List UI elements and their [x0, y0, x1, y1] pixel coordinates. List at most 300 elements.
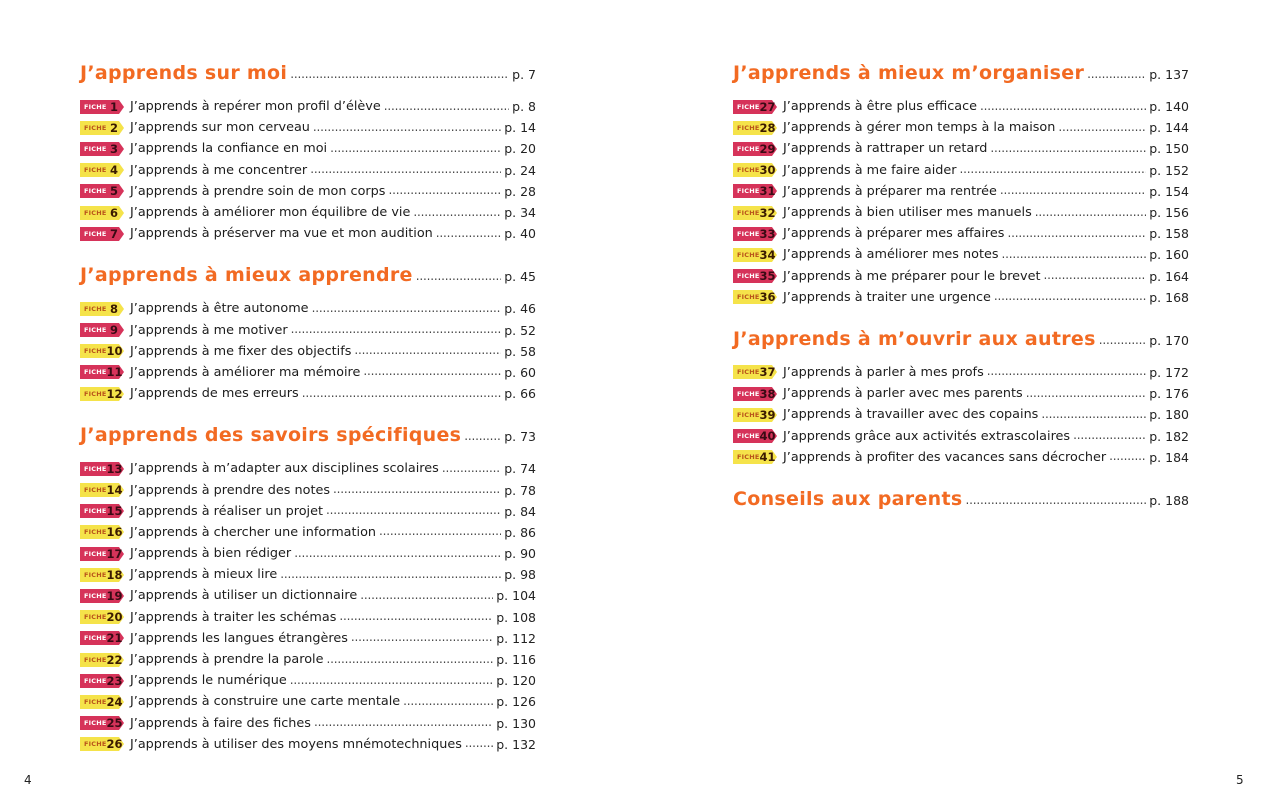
section-title: J’apprends à mieux m’organiser: [733, 62, 1085, 84]
fiche-page: p. 120: [496, 673, 536, 689]
fiche-number: 18: [106, 567, 123, 582]
fiche-tag: [733, 269, 777, 283]
fiche-title: J’apprends à chercher une information: [130, 524, 377, 540]
fiche-page: p. 84: [504, 503, 536, 519]
fiche-number: 13: [106, 461, 123, 476]
fiche-page: p. 168: [1149, 289, 1189, 305]
toc-entry-fiche-35[interactable]: [733, 266, 1189, 287]
fiche-word: FICHE: [84, 613, 107, 622]
toc-entry-fiche-23[interactable]: [80, 670, 536, 691]
fiche-tag: [733, 227, 777, 241]
fiche-word: FICHE: [84, 166, 107, 175]
fiche-page: p. 144: [1149, 120, 1189, 136]
dot-leader: [363, 364, 501, 378]
fiche-page: p. 116: [496, 652, 536, 668]
dot-leader: [1087, 67, 1146, 81]
fiche-tag: [80, 483, 124, 497]
fiche-tag: [80, 568, 124, 582]
fiche-title: J’apprends à prendre des notes: [130, 482, 331, 498]
fiche-tag: [80, 142, 124, 156]
fiche-page: p. 40: [504, 226, 536, 242]
fiche-tag: [80, 365, 124, 379]
fiche-number: 15: [106, 504, 123, 519]
dot-leader: [291, 322, 502, 336]
fiche-tag: [80, 589, 124, 603]
fiche-word: FICHE: [84, 697, 107, 706]
section-page: p. 137: [1149, 67, 1189, 82]
fiche-title: J’apprends à me faire aider: [783, 162, 957, 178]
fiche-title: J’apprends à me préparer pour le brevet: [783, 268, 1041, 284]
fiche-title: J’apprends à bien rédiger: [130, 546, 292, 562]
fiche-title: J’apprends à préserver ma vue et mon audition: [130, 226, 433, 242]
fiche-page: p. 8: [512, 99, 536, 115]
fiche-title: J’apprends à préparer mes affaires: [783, 226, 1005, 242]
toc-entry-fiche-28[interactable]: [733, 117, 1189, 138]
section-heading[interactable]: [733, 62, 1189, 92]
toc-entry-fiche-25[interactable]: [80, 713, 536, 734]
fiche-title: J’apprends à préparer ma rentrée: [783, 183, 997, 199]
toc-entry-fiche-18[interactable]: [80, 564, 536, 585]
fiche-word: FICHE: [84, 187, 107, 196]
dot-leader: [388, 183, 501, 197]
dot-leader: [1109, 449, 1146, 463]
dot-leader: [310, 162, 501, 176]
dot-leader: [1007, 226, 1146, 240]
fiche-word: FICHE: [84, 676, 107, 685]
dot-leader: [1035, 205, 1146, 219]
section-page: p. 45: [504, 269, 536, 285]
fiche-number: 37: [759, 365, 776, 380]
toc-section-j-apprends-sur-moi: [80, 62, 536, 244]
fiche-tag: [80, 184, 124, 198]
fiche-word: FICHE: [84, 144, 107, 153]
fiche-title: J’apprends le numérique: [130, 673, 287, 689]
dot-leader: [1073, 428, 1146, 442]
fiche-tag: [733, 290, 777, 304]
toc-entry-fiche-24[interactable]: [80, 691, 536, 712]
section-title: J’apprends à m’ouvrir aux autres: [733, 327, 1096, 350]
fiche-title: J’apprends à être autonome: [130, 301, 309, 317]
fiche-number: 21: [106, 631, 123, 646]
toc-entry-fiche-9[interactable]: [80, 320, 536, 341]
fiche-title: J’apprends à traiter une urgence: [783, 289, 991, 305]
toc-right-column: [733, 62, 1189, 522]
fiche-tag: [80, 323, 124, 337]
fiche-title: J’apprends la confiance en moi: [130, 141, 328, 157]
fiche-number: 38: [759, 386, 776, 401]
fiche-tag: [80, 504, 124, 518]
fiche-number: 3: [109, 141, 118, 156]
fiche-title: J’apprends à prendre la parole: [130, 652, 324, 668]
dot-leader: [294, 546, 501, 560]
fiche-page: p. 86: [504, 524, 536, 540]
fiche-title: J’apprends à me motiver: [130, 322, 288, 338]
section-heading[interactable]: [80, 62, 536, 92]
dot-leader: [354, 343, 501, 357]
toc-entry-fiche-12[interactable]: [80, 383, 536, 404]
fiche-tag: [80, 227, 124, 241]
toc-entry-fiche-3[interactable]: [80, 138, 536, 159]
fiche-word: FICHE: [84, 123, 107, 132]
fiche-tag: [733, 142, 777, 156]
fiche-word: FICHE: [84, 740, 107, 749]
fiche-word: FICHE: [737, 250, 760, 259]
fiche-number: 9: [109, 323, 118, 338]
toc-entry-fiche-34[interactable]: [733, 244, 1189, 265]
fiche-number: 26: [106, 737, 123, 752]
dot-leader: [314, 715, 493, 729]
dot-leader: [312, 301, 502, 315]
fiche-tag: [733, 163, 777, 177]
fiche-word: FICHE: [737, 208, 760, 217]
fiche-word: FICHE: [737, 453, 760, 462]
fiche-title: J’apprends à améliorer mon équilibre de vie: [130, 205, 411, 221]
fiche-page: p. 60: [504, 364, 536, 380]
toc-section-j-apprends-des-savoirs-specifiques: [80, 424, 536, 755]
fiche-title: J’apprends à utiliser des moyens mnémotechniques: [130, 736, 462, 752]
toc-entry-fiche-37[interactable]: [733, 362, 1189, 383]
fiche-word: FICHE: [84, 634, 107, 643]
fiche-title: J’apprends à parler avec mes parents: [783, 386, 1023, 402]
fiche-word: FICHE: [737, 229, 760, 238]
fiche-title: J’apprends à construire une carte mentale: [130, 694, 401, 710]
fiche-word: FICHE: [737, 410, 760, 419]
fiche-number: 2: [109, 120, 118, 135]
fiche-page: p. 172: [1149, 364, 1189, 380]
fiche-number: 11: [106, 365, 123, 380]
toc-entry-fiche-41[interactable]: [733, 447, 1189, 468]
fiche-number: 27: [759, 99, 776, 114]
section-heading[interactable]: [733, 488, 1189, 518]
dot-leader: [994, 289, 1146, 303]
fiche-number: 30: [759, 163, 776, 178]
fiche-page: p. 158: [1149, 226, 1189, 242]
fiche-word: FICHE: [84, 507, 107, 516]
fiche-word: FICHE: [737, 272, 760, 281]
fiche-tag: [80, 462, 124, 476]
fiche-word: FICHE: [84, 528, 107, 537]
toc-left-column: [80, 62, 536, 755]
fiche-title: J’apprends à réaliser un projet: [130, 503, 324, 519]
fiche-number: 32: [759, 205, 776, 220]
fiche-page: p. 34: [504, 205, 536, 221]
toc-entry-fiche-29[interactable]: [733, 138, 1189, 159]
dot-leader: [403, 694, 493, 708]
fiche-word: FICHE: [737, 389, 760, 398]
fiche-word: FICHE: [737, 102, 760, 111]
dot-leader: [379, 524, 501, 538]
toc-entry-fiche-21[interactable]: [80, 628, 536, 649]
dot-leader: [987, 364, 1147, 378]
fiche-page: p. 90: [504, 546, 536, 562]
fiche-title: J’apprends à utiliser un dictionnaire: [130, 588, 358, 604]
dot-leader: [1026, 386, 1147, 400]
toc-entry-fiche-14[interactable]: [80, 479, 536, 500]
toc-entry-fiche-8[interactable]: [80, 298, 536, 319]
fiche-word: FICHE: [84, 570, 107, 579]
toc-entry-fiche-19[interactable]: [80, 585, 536, 606]
fiche-page: p. 20: [504, 141, 536, 157]
toc-entry-fiche-13[interactable]: [80, 458, 536, 479]
fiche-title: J’apprends à être plus efficace: [783, 99, 978, 115]
fiche-page: p. 98: [504, 567, 536, 583]
fiche-tag: [80, 695, 124, 709]
fiche-tag: [80, 716, 124, 730]
fiche-title: J’apprends à prendre soin de mon corps: [130, 183, 386, 199]
fiche-number: 1: [109, 99, 118, 114]
fiche-number: 25: [106, 716, 123, 731]
toc-entry-fiche-22[interactable]: [80, 649, 536, 670]
fiche-tag: [733, 387, 777, 401]
fiche-word: FICHE: [84, 347, 107, 356]
dot-leader: [290, 67, 509, 81]
fiche-page: p. 160: [1149, 247, 1189, 263]
fiche-word: FICHE: [84, 655, 107, 664]
fiche-page: p. 180: [1149, 407, 1189, 423]
fiche-page: p. 112: [496, 630, 536, 646]
toc-entry-fiche-38[interactable]: [733, 383, 1189, 404]
fiche-page: p. 126: [496, 694, 536, 710]
fiche-number: 10: [106, 344, 123, 359]
section-heading[interactable]: [80, 264, 536, 294]
fiche-title: J’apprends à parler à mes profs: [783, 364, 984, 380]
dot-leader: [965, 493, 1146, 507]
fiche-number: 23: [106, 673, 123, 688]
fiche-word: FICHE: [737, 166, 760, 175]
fiche-number: 31: [759, 184, 776, 199]
fiche-title: J’apprends à améliorer mes notes: [783, 247, 999, 263]
dot-leader: [384, 99, 509, 113]
fiche-word: FICHE: [737, 187, 760, 196]
fiche-word: FICHE: [84, 464, 107, 473]
fiche-tag: [80, 631, 124, 645]
dot-leader: [280, 567, 501, 581]
fiche-tag: [80, 302, 124, 316]
fiche-page: p. 152: [1149, 162, 1189, 178]
dot-leader: [339, 609, 493, 623]
fiche-word: FICHE: [84, 102, 107, 111]
fiche-tag: [80, 737, 124, 751]
dot-leader: [436, 226, 501, 240]
fiche-tag: [733, 365, 777, 379]
toc-entry-fiche-17[interactable]: [80, 543, 536, 564]
fiche-title: J’apprends à repérer mon profil d’élève: [130, 99, 381, 115]
fiche-page: p. 130: [496, 715, 536, 731]
fiche-page: p. 182: [1149, 428, 1189, 444]
fiche-title: J’apprends à profiter des vacances sans décrocher: [783, 449, 1107, 465]
fiche-title: J’apprends à mieux lire: [130, 567, 278, 583]
fiche-word: FICHE: [84, 549, 107, 558]
fiche-number: 14: [106, 483, 123, 498]
fiche-page: p. 132: [496, 736, 536, 752]
dot-leader: [326, 503, 501, 517]
fiche-tag: [80, 121, 124, 135]
fiche-page: p. 154: [1149, 183, 1189, 199]
fiche-number: 24: [106, 694, 123, 709]
dot-leader: [960, 162, 1147, 176]
fiche-number: 22: [106, 652, 123, 667]
fiche-number: 40: [759, 429, 776, 444]
toc-entry-fiche-30[interactable]: [733, 160, 1189, 181]
fiche-tag: [733, 206, 777, 220]
fiche-word: FICHE: [737, 293, 760, 302]
dot-leader: [980, 99, 1146, 113]
fiche-title: J’apprends de mes erreurs: [130, 386, 299, 402]
dot-leader: [465, 736, 493, 750]
dot-leader: [1000, 183, 1146, 197]
toc-section-conseils-aux-parents: [733, 488, 1189, 518]
fiche-tag: [733, 429, 777, 443]
toc-entry-fiche-40[interactable]: [733, 425, 1189, 446]
dot-leader: [326, 652, 493, 666]
toc-entry-fiche-7[interactable]: [80, 223, 536, 244]
dot-leader: [360, 588, 493, 602]
fiche-number: 29: [759, 141, 776, 156]
fiche-number: 16: [106, 525, 123, 540]
page-number-right: 5: [1236, 773, 1244, 787]
dot-leader: [442, 461, 501, 475]
fiche-word: FICHE: [84, 368, 107, 377]
fiche-word: FICHE: [84, 326, 107, 335]
toc-entry-fiche-20[interactable]: [80, 607, 536, 628]
fiche-page: p. 164: [1149, 268, 1189, 284]
fiche-number: 20: [106, 610, 123, 625]
fiche-tag: [80, 610, 124, 624]
fiche-title: J’apprends sur mon cerveau: [130, 120, 310, 136]
toc-entry-fiche-27[interactable]: [733, 96, 1189, 117]
dot-leader: [413, 205, 501, 219]
fiche-number: 7: [109, 226, 118, 241]
fiche-page: p. 140: [1149, 99, 1189, 115]
fiche-tag: [80, 206, 124, 220]
dot-leader: [1041, 407, 1146, 421]
section-heading[interactable]: [733, 328, 1189, 358]
fiche-number: 8: [109, 301, 118, 316]
fiche-word: FICHE: [84, 591, 107, 600]
section-page: p. 188: [1149, 492, 1189, 508]
fiche-page: p. 28: [504, 183, 536, 199]
toc-entry-fiche-31[interactable]: [733, 181, 1189, 202]
section-page: p. 170: [1149, 332, 1189, 348]
fiche-word: FICHE: [737, 368, 760, 377]
toc-entry-fiche-16[interactable]: [80, 522, 536, 543]
fiche-number: 39: [759, 407, 776, 422]
fiche-tag: [733, 408, 777, 422]
fiche-title: J’apprends à me fixer des objectifs: [130, 343, 352, 359]
toc-section-j-apprends-a-mieux-apprendre: [80, 264, 536, 404]
section-heading[interactable]: [80, 424, 536, 454]
section-title: J’apprends des savoirs spécifiques: [80, 424, 462, 447]
toc-entry-fiche-4[interactable]: [80, 160, 536, 181]
fiche-tag: [733, 121, 777, 135]
dot-leader: [290, 673, 494, 687]
fiche-page: p. 184: [1149, 449, 1189, 465]
fiche-page: p. 150: [1149, 141, 1189, 157]
dot-leader: [464, 429, 501, 443]
fiche-tag: [80, 674, 124, 688]
fiche-title: J’apprends à travailler avec des copains: [783, 407, 1039, 423]
fiche-word: FICHE: [737, 144, 760, 153]
fiche-number: 28: [759, 120, 776, 135]
fiche-title: J’apprends à bien utiliser mes manuels: [783, 205, 1032, 221]
toc-section-j-apprends-a-mieux-m-organiser: [733, 62, 1189, 308]
fiche-title: J’apprends à m’adapter aux disciplines scolaires: [130, 461, 439, 477]
dot-leader: [1099, 333, 1147, 347]
fiche-word: FICHE: [84, 304, 107, 313]
fiche-page: p. 176: [1149, 386, 1189, 402]
fiche-page: p. 58: [504, 343, 536, 359]
toc-entry-fiche-15[interactable]: [80, 501, 536, 522]
toc-entry-fiche-10[interactable]: [80, 341, 536, 362]
toc-entry-fiche-5[interactable]: [80, 181, 536, 202]
fiche-word: FICHE: [84, 486, 107, 495]
toc-entry-fiche-6[interactable]: [80, 202, 536, 223]
section-page: p. 7: [512, 67, 536, 82]
fiche-title: J’apprends à faire des fiches: [130, 715, 311, 731]
toc-entry-fiche-32[interactable]: [733, 202, 1189, 223]
fiche-tag: [80, 163, 124, 177]
dot-leader: [351, 630, 493, 644]
fiche-number: 6: [109, 205, 118, 220]
fiche-word: FICHE: [84, 719, 107, 728]
fiche-page: p. 46: [504, 301, 536, 317]
toc-section-j-apprends-a-m-ouvrir-aux-autres: [733, 328, 1189, 468]
fiche-page: p. 108: [496, 609, 536, 625]
dot-leader: [330, 141, 501, 155]
fiche-title: J’apprends à rattraper un retard: [783, 141, 988, 157]
fiche-word: FICHE: [84, 389, 107, 398]
fiche-tag: [733, 184, 777, 198]
dot-leader: [333, 482, 501, 496]
fiche-number: 5: [109, 184, 118, 199]
toc-entry-fiche-1[interactable]: [80, 96, 536, 117]
fiche-number: 4: [109, 163, 118, 178]
dot-leader: [990, 141, 1146, 155]
fiche-number: 35: [759, 269, 776, 284]
fiche-number: 34: [759, 247, 776, 262]
toc-entry-fiche-26[interactable]: [80, 734, 536, 755]
fiche-tag: [80, 387, 124, 401]
dot-leader: [416, 269, 501, 283]
fiche-tag: [80, 344, 124, 358]
fiche-page: p. 74: [504, 461, 536, 477]
fiche-title: J’apprends à traiter les schémas: [130, 609, 337, 625]
dot-leader: [1002, 247, 1147, 261]
toc-entry-fiche-2[interactable]: [80, 117, 536, 138]
section-title: Conseils aux parents: [733, 487, 963, 510]
dot-leader: [302, 386, 502, 400]
fiche-number: 33: [759, 226, 776, 241]
fiche-number: 36: [759, 290, 776, 305]
fiche-tag: [80, 653, 124, 667]
toc-entry-fiche-11[interactable]: [80, 362, 536, 383]
page-number-left: 4: [24, 773, 32, 787]
fiche-word: FICHE: [84, 229, 107, 238]
fiche-word: FICHE: [737, 432, 760, 441]
fiche-page: p. 24: [504, 162, 536, 178]
section-title: J’apprends sur moi: [80, 62, 288, 84]
fiche-number: 12: [106, 386, 123, 401]
fiche-tag: [733, 450, 777, 464]
toc-entry-fiche-39[interactable]: [733, 404, 1189, 425]
fiche-page: p. 52: [504, 322, 536, 338]
toc-entry-fiche-33[interactable]: [733, 223, 1189, 244]
fiche-title: J’apprends à gérer mon temps à la maison: [783, 120, 1056, 136]
toc-entry-fiche-36[interactable]: [733, 287, 1189, 308]
fiche-page: p. 156: [1149, 205, 1189, 221]
fiche-tag: [733, 248, 777, 262]
dot-leader: [313, 120, 501, 134]
